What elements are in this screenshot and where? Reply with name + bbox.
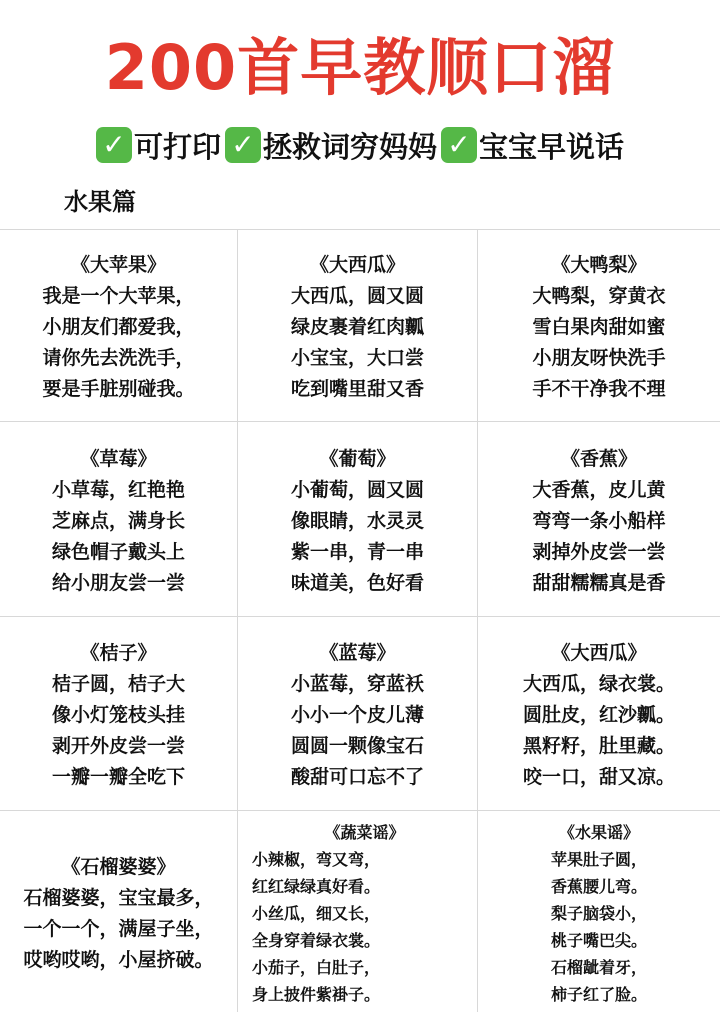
poem-cell <box>238 422 478 617</box>
poem-line: 像眼睛，水灵灵 <box>290 509 424 532</box>
poem-line: 圆肚皮，红沙瓤。 <box>522 704 675 726</box>
poem-line: 给小朋友尝一尝 <box>51 571 185 594</box>
poem-title: 《大西瓜》 <box>309 254 405 276</box>
poem-line: 芝麻点，满身长 <box>51 509 185 532</box>
poem-line: 小小一个皮儿薄 <box>290 704 424 726</box>
poem-cell <box>478 422 720 617</box>
section-heading: 水果篇 <box>64 187 136 216</box>
poem-line: 雪白果肉甜如蜜 <box>532 316 666 338</box>
poem-line: 哎哟哎哟，小屋挤破。 <box>23 948 214 971</box>
page-title: 200首早教顺口溜 <box>104 31 616 104</box>
poem-line: 小茄子，白肚子， <box>252 958 381 977</box>
poem-line: 绿皮裹着红肉瓤 <box>290 316 424 338</box>
poem-cell <box>238 230 478 422</box>
poem-line: 紫一串，青一串 <box>290 540 424 563</box>
poem-line: 大香蕉，皮儿黄 <box>532 478 666 501</box>
poem-line: 请你先去洗洗手， <box>42 347 195 369</box>
poem-line: 剥开外皮尝一尝 <box>51 735 185 757</box>
subtitle-early-talk: 宝宝早说话 <box>479 129 625 164</box>
poem-cell <box>0 422 238 617</box>
poem-line: 小朋友们都爱我， <box>42 316 195 338</box>
poem-cell <box>0 230 238 422</box>
poem-line: 像小灯笼枝头挂 <box>51 704 185 726</box>
poem-line: 我是一个大苹果， <box>42 285 195 307</box>
poem-line: 香蕉腰儿弯。 <box>550 877 647 896</box>
poem-line: 吃到嘴里甜又香 <box>290 378 424 400</box>
check-mark-icon: ✓ <box>441 127 477 163</box>
poem-title: 《桔子》 <box>80 642 157 664</box>
poem-line: 圆圆一颗像宝石 <box>290 735 424 757</box>
poem-line: 一瓣一瓣全吃下 <box>51 766 185 788</box>
poem-line: 小蓝莓，穿蓝袄 <box>290 673 424 695</box>
poem-line: 咬一口，甜又凉。 <box>522 766 675 788</box>
poem-title: 《草莓》 <box>80 447 157 470</box>
poem-line: 绿色帽子戴头上 <box>51 540 185 563</box>
poem-line: 小草莓，红艳艳 <box>51 478 185 501</box>
poem-cell <box>238 811 478 1012</box>
poem-line: 身上披件紫褂子。 <box>252 985 381 1004</box>
poem-line: 要是手脏别碰我。 <box>42 378 195 400</box>
poem-cell <box>238 617 478 811</box>
poem-line: 石榴婆婆，宝宝最多， <box>23 886 214 909</box>
poem-line: 大西瓜，圆又圆 <box>290 285 424 307</box>
poem-title: 《大苹果》 <box>70 254 166 276</box>
poem-line: 小朋友呀快洗手 <box>532 347 666 369</box>
poem-title: 《香蕉》 <box>560 447 637 470</box>
poem-title: 《蓝莓》 <box>319 642 396 664</box>
poem-line: 小宝宝，大口尝 <box>290 347 424 369</box>
subtitle-rescue-moms: 拯救词穷妈妈 <box>262 129 437 164</box>
poem-line: 手不干净我不理 <box>532 378 666 400</box>
poem-line: 弯弯一条小船样 <box>532 509 666 532</box>
poem-line: 小丝瓜，细又长， <box>252 904 381 923</box>
poem-title: 《石榴婆婆》 <box>61 855 176 878</box>
poem-line: 酸甜可口忘不了 <box>290 766 424 788</box>
poem-line: 小辣椒，弯又弯， <box>252 850 381 869</box>
poem-line: 桃子嘴巴尖。 <box>550 931 647 950</box>
poem-line: 黑籽籽，肚里藏。 <box>522 735 675 757</box>
poem-line: 石榴龇着牙， <box>550 958 647 977</box>
subtitle-bar <box>0 120 720 170</box>
poem-title: 《大西瓜》 <box>551 642 647 664</box>
poem-line: 全身穿着绿衣裳。 <box>252 931 381 950</box>
poem-cell <box>478 811 720 1012</box>
poem-line: 甜甜糯糯真是香 <box>532 571 666 594</box>
poem-line: 剥掉外皮尝一尝 <box>532 540 666 563</box>
poem-line: 大鸭梨，穿黄衣 <box>532 285 666 307</box>
poem-cell <box>0 617 238 811</box>
poem-title: 《大鸭梨》 <box>551 254 647 276</box>
poem-cell <box>478 617 720 811</box>
check-mark-icon: ✓ <box>225 127 261 163</box>
poem-line: 红红绿绿真好看。 <box>252 877 381 896</box>
poem-title: 《水果谣》 <box>558 823 639 842</box>
poem-title: 《蔬菜谣》 <box>324 823 405 842</box>
poem-grid <box>0 229 720 1012</box>
poem-line: 梨子脑袋小， <box>550 904 647 923</box>
subtitle-printable: 可打印 <box>133 129 221 164</box>
poem-line: 味道美，色好看 <box>290 571 424 594</box>
poem-line: 小葡萄，圆又圆 <box>290 478 424 501</box>
check-mark-icon: ✓ <box>96 127 132 163</box>
poem-line: 苹果肚子圆， <box>550 850 647 869</box>
poem-cell <box>0 811 238 1012</box>
poem-line: 大西瓜，绿衣裳。 <box>522 673 675 695</box>
poem-line: 一个一个，满屋子坐， <box>23 917 214 940</box>
poem-line: 桔子圆，桔子大 <box>51 673 185 695</box>
poem-line: 柿子红了脸。 <box>550 985 647 1004</box>
poem-title: 《葡萄》 <box>319 447 396 470</box>
poem-cell <box>478 230 720 422</box>
